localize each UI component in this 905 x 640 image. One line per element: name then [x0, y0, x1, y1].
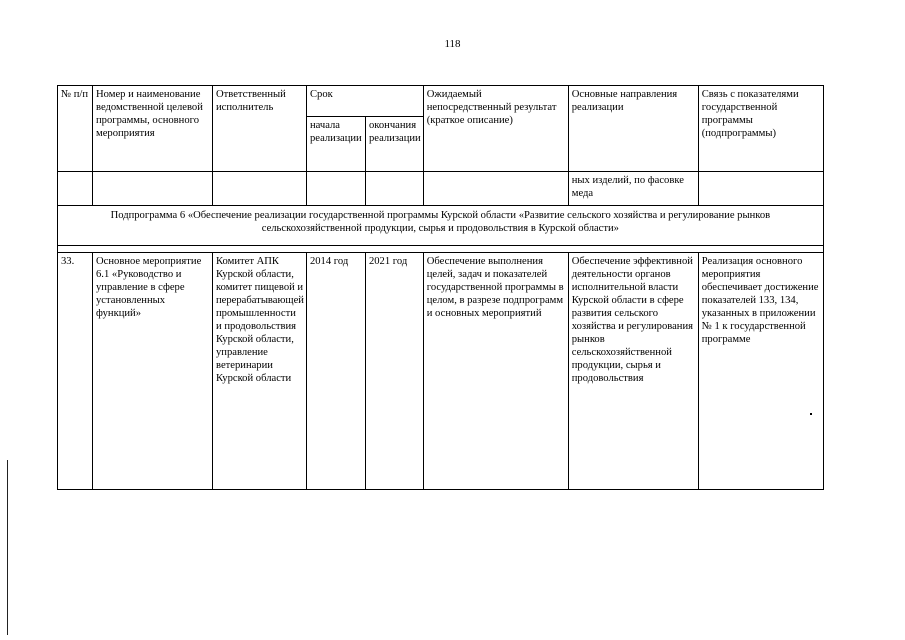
scan-artifact-dot: [810, 413, 812, 415]
continuation-directions: ных изделий, по фасовке меда: [568, 172, 698, 206]
spacer-cell: [58, 246, 824, 253]
header-row: [58, 86, 824, 117]
cell-empty: [58, 172, 93, 206]
cell-empty: [698, 172, 823, 206]
row-end: 2021 год: [365, 253, 423, 490]
subprogram-row: [58, 206, 824, 246]
table-row: [58, 253, 824, 490]
row-link: Реализация основного мероприятия обеспечивает достижение показателей 133, 134, указанных в приложении № 1 к государственной программе: [698, 253, 823, 490]
program-table: [57, 85, 824, 490]
row-start: 2014 год: [306, 253, 365, 490]
row-name: Основное мероприятие 6.1 «Руководство и управление в сфере установленных функций»: [93, 253, 213, 490]
header-name: Номер и наименование ведомственной целевой программы, основного мероприятия: [93, 86, 213, 172]
row-result: Обеспечение выполнения целей, задач и показателей государственной программы в целом, в разрезе подпрограмм и основных мероприятий: [423, 253, 568, 490]
header-result: Ожидаемый непосредственный результат (краткое описание): [423, 86, 568, 172]
cell-empty: [213, 172, 307, 206]
header-link: Связь с показателями государственной программы (подпрограммы): [698, 86, 823, 172]
row-directions: Обеспечение эффективной деятельности органов исполнительной власти Курской области в сфере развития сельского хозяйства и регулирования рынков сельскохозяйственной продукции, сырья и продовольствия: [568, 253, 698, 490]
header-start: начала реализации: [306, 117, 365, 172]
page-number: 118: [444, 38, 461, 50]
header-end: окончания реализации: [365, 117, 423, 172]
continuation-row: [58, 172, 824, 206]
row-num: 33.: [58, 253, 93, 490]
header-responsible: Ответственный исполнитель: [213, 86, 307, 172]
cell-empty: [423, 172, 568, 206]
subprogram-title: Подпрограмма 6 «Обеспечение реализации государственной программы Курской области «Развитие сельского хозяйства и регулирование рынков сельскохозяйственной продукции, сырья и продовольствия в Курской области»: [58, 206, 824, 246]
header-term: Срок: [306, 86, 423, 117]
row-responsible: Комитет АПК Курской области, комитет пищевой и перерабатывающей промышленности и продовольствия Курской области, управление ветеринарии Курской области: [213, 253, 307, 490]
cell-empty: [306, 172, 365, 206]
header-num: № п/п: [58, 86, 93, 172]
cell-empty: [93, 172, 213, 206]
scan-artifact-line: [7, 460, 8, 635]
header-directions: Основные направления реализации: [568, 86, 698, 172]
cell-empty: [365, 172, 423, 206]
spacer-row: [58, 246, 824, 253]
